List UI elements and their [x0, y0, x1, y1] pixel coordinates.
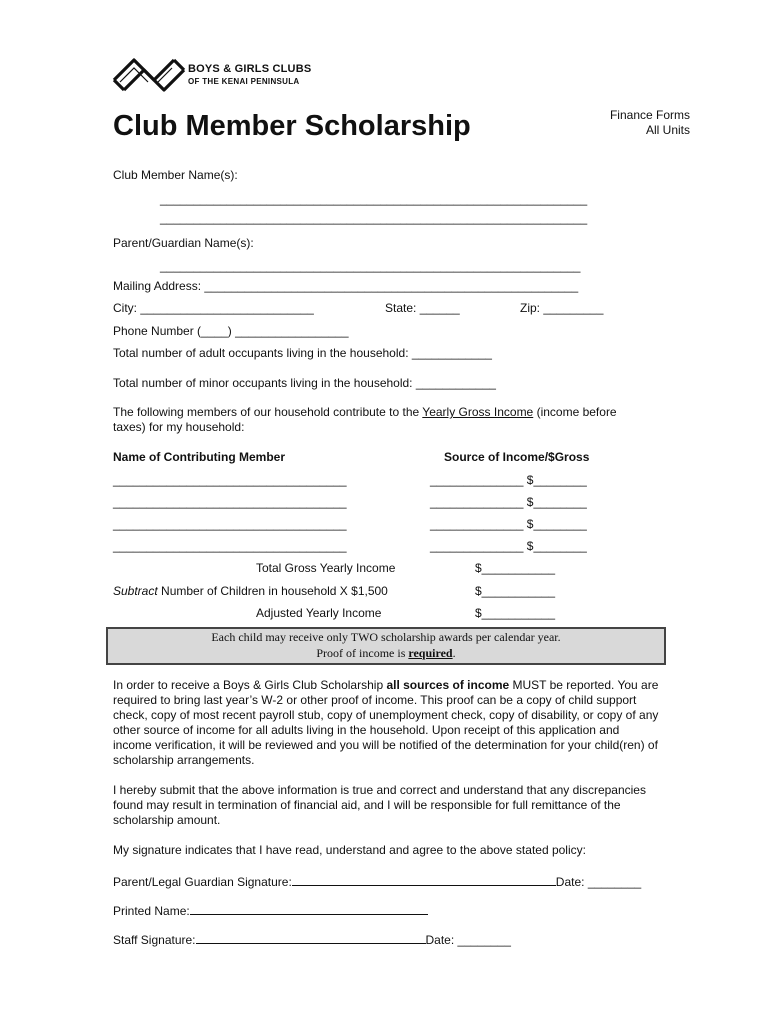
contributing-member-field[interactable]: ___________________________________ — [113, 495, 347, 509]
club-member-names-label: Club Member Name(s): — [113, 168, 238, 182]
signature-statement: My signature indicates that I have read, understand and agree to the above stated policy: — [113, 843, 586, 857]
page-title: Club Member Scholarship — [113, 110, 471, 142]
club-member-name-field-2[interactable]: ________________________________________________________________ — [160, 211, 588, 225]
subtract-children-label — [113, 584, 388, 598]
p1-rest: MUST be reported. You are required to bring last year’s W-2 or other proof of income. This proof can be a copy of child support check, copy of most recent payroll stub, copy of unemployment check, copy of disability, or copy of any other source of income for all adults living in the household. Upon receipt of this application and income verification, it will be reviewed and you will be notified of the determination for your child(ren) of scholarship arrangements. — [113, 678, 659, 767]
notice-prefix: Proof of income is — [316, 646, 409, 660]
phone-number-field[interactable]: Phone Number (____) _________________ — [113, 324, 349, 338]
minor-occupants-field[interactable]: Total number of minor occupants living in the household: ____________ — [113, 376, 496, 390]
household-intro — [113, 405, 617, 419]
contributing-member-field[interactable]: ___________________________________ — [113, 473, 347, 487]
parent-signature-row — [113, 873, 641, 889]
printed-name-row — [113, 902, 428, 918]
staff-signature-label: Staff Signature: — [113, 933, 196, 947]
parent-date-field[interactable]: Date: ________ — [555, 875, 642, 889]
notice-line-2 — [108, 645, 664, 661]
zip-field[interactable]: Zip: _________ — [520, 301, 604, 315]
income-source-field[interactable]: ______________ $________ — [430, 539, 587, 553]
adult-occupants-field[interactable]: Total number of adult occupants living in the household: ____________ — [113, 346, 492, 360]
certification-paragraph: I hereby submit that the above information is true and correct and understand that any discrepancies found may result in termination of financial aid, and I will be responsible for full remittance of the scholarship amount. — [113, 783, 646, 827]
household-intro-suffix: (income before — [533, 405, 617, 419]
required-emphasis: required — [408, 646, 453, 660]
household-intro-line2: taxes) for my household: — [113, 420, 245, 434]
household-intro-prefix: The following members of our household contribute to the — [113, 405, 423, 419]
adjusted-income-field[interactable]: $___________ — [475, 606, 556, 620]
p1-prefix: In order to receive a Boys & Girls Club Scholarship — [113, 678, 387, 692]
state-field[interactable]: State: ______ — [385, 301, 460, 315]
total-gross-field[interactable]: $___________ — [475, 561, 556, 575]
boys-girls-clubs-logo-icon — [110, 52, 320, 98]
staff-signature-row — [113, 931, 511, 947]
source-of-income-column-header: Source of Income/$Gross — [444, 450, 590, 464]
notice-line-1: Each child may receive only TWO scholarship awards per calendar year. — [211, 630, 561, 644]
club-member-name-field-1[interactable]: ________________________________________________________________ — [160, 192, 588, 206]
subtract-children-field[interactable]: $___________ — [475, 584, 556, 598]
contributing-member-column-header: Name of Contributing Member — [113, 450, 286, 464]
income-source-field[interactable]: ______________ $________ — [430, 517, 587, 531]
contributing-member-field[interactable]: ___________________________________ — [113, 517, 347, 531]
staff-signature-field[interactable] — [196, 931, 426, 944]
logo-title: BOYS & GIRLS CLUBS — [188, 63, 312, 75]
parent-signature-label: Parent/Legal Guardian Signature: — [113, 875, 292, 889]
income-requirements-paragraph — [113, 678, 659, 768]
yearly-gross-income-term: Yearly Gross Income — [422, 405, 534, 419]
income-source-field[interactable]: ______________ $________ — [430, 495, 587, 509]
adjusted-income-label: Adjusted Yearly Income — [256, 606, 382, 620]
scholarship-notice-box — [106, 627, 666, 665]
subtract-word: Subtract — [113, 584, 158, 598]
finance-forms-label: Finance Forms — [609, 108, 690, 122]
printed-name-label: Printed Name: — [113, 904, 190, 918]
notice-suffix: . — [452, 646, 456, 660]
parent-signature-field[interactable] — [292, 873, 556, 886]
income-source-field[interactable]: ______________ $________ — [430, 473, 587, 487]
subtract-rest: Number of Children in household X $1,500 — [157, 584, 388, 598]
contributing-member-field[interactable]: ___________________________________ — [113, 539, 347, 553]
total-gross-label: Total Gross Yearly Income — [256, 561, 396, 575]
printed-name-field[interactable] — [190, 902, 428, 915]
parent-guardian-names-label: Parent/Guardian Name(s): — [113, 236, 254, 250]
parent-guardian-name-field[interactable]: _______________________________________________________________ — [160, 259, 581, 273]
mailing-address-field[interactable]: Mailing Address: ________________________________________________________ — [113, 279, 579, 293]
all-units-label: All Units — [645, 123, 690, 137]
all-sources-emphasis: all sources of income — [386, 678, 510, 692]
logo-subtitle: OF THE KENAI PENINSULA — [188, 77, 300, 86]
staff-date-field[interactable]: Date: ________ — [425, 933, 511, 947]
city-field[interactable]: City: __________________________ — [113, 301, 314, 315]
